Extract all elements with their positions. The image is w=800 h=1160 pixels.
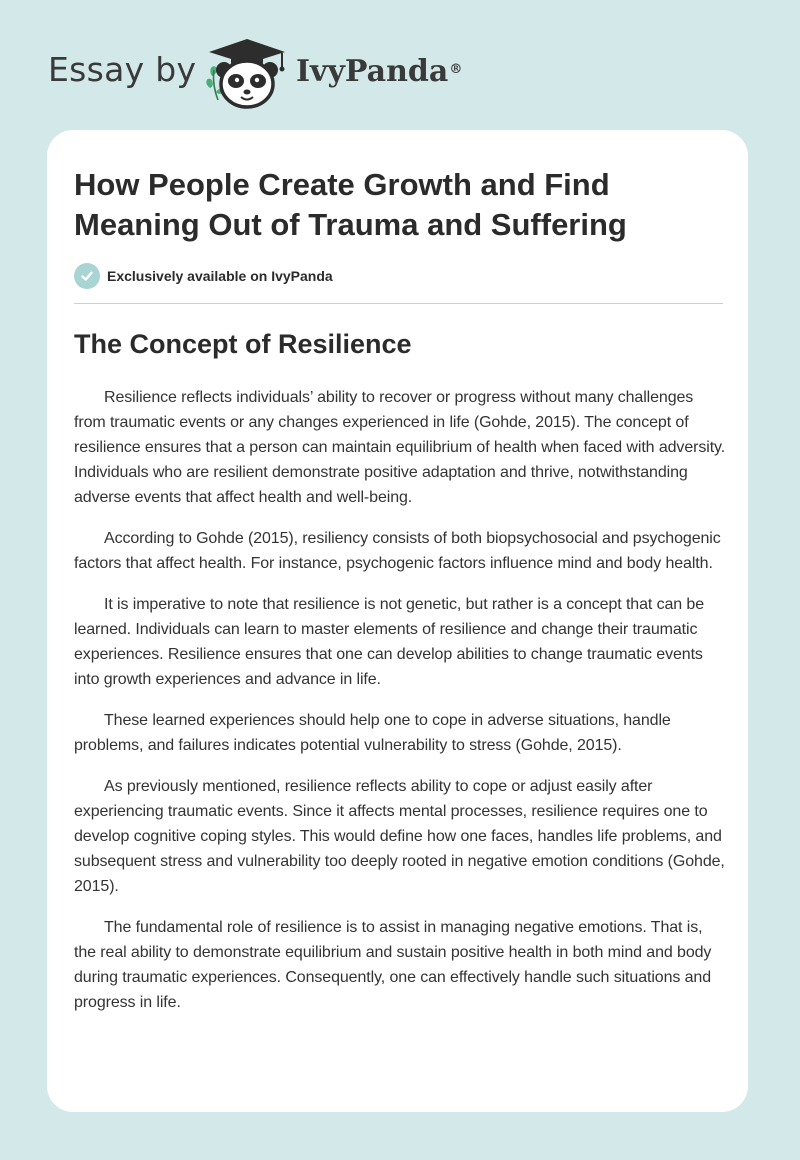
paragraph: The fundamental role of resilience is to assist in managing negative emotions. That is, the real ability to demonstrate equilibrium and sustain positive health in both mind and body during traumatic experiences. Consequently, one can effectively handle such situations and progress in life. bbox=[74, 919, 712, 1011]
paragraph: These learned experiences should help one to cope in adverse situations, handle problems, and failures indicates potential vulnerability to stress (Gohde, 2015). bbox=[74, 712, 671, 754]
paragraph: As previously mentioned, resilience reflects ability to cope or adjust easily after experiencing traumatic events. Since it affects mental processes, resilience requires one to develop cognitive coping styles. This would define how one faces, handles life problems, and subsequent stress and vulnerability too deeply rooted in negative emotion conditions (Gohde, 2015). bbox=[74, 778, 725, 895]
registered-mark: ® bbox=[449, 62, 463, 77]
exclusive-label: Exclusively available on IvyPanda bbox=[107, 268, 333, 284]
paragraph: Resilience reflects individuals’ ability to recover or progress without many challenges from traumatic events or any changes experienced in life (Gohde, 2015). The concept of resilience ensures that a person can maintain equilibrium of health when faced with adversity. Individuals who are resilient demonstrate positive adaptation and thrive, notwithstanding adverse events that affect health and well-being. bbox=[74, 389, 726, 506]
checkmark-icon bbox=[74, 263, 100, 289]
exclusive-badge bbox=[74, 263, 333, 289]
divider bbox=[74, 303, 723, 304]
brand-text: IvyPanda bbox=[296, 54, 449, 89]
brand-name[interactable] bbox=[296, 54, 462, 90]
section-heading: The Concept of Resilience bbox=[74, 329, 412, 359]
site-header bbox=[0, 0, 800, 120]
essay-by-label: Essay by bbox=[48, 50, 197, 89]
essay-card bbox=[47, 130, 748, 1112]
paragraph: According to Gohde (2015), resiliency consists of both biopsychosocial and psychogenic factors that affect health. For instance, psychogenic factors influence mind and body health. bbox=[74, 530, 721, 572]
essay-title: How People Create Growth and Find Meaning Out of Trauma and Suffering bbox=[74, 167, 627, 242]
panda-logo-icon[interactable] bbox=[200, 34, 294, 112]
paragraph: It is imperative to note that resilience is not genetic, but rather is a concept that can be learned. Individuals can learn to master elements of resilience and change their traumatic experiences. Resilience ensures that one can develop abilities to change traumatic events into growth experiences and advance in life. bbox=[74, 596, 705, 688]
article-body bbox=[74, 385, 726, 1031]
